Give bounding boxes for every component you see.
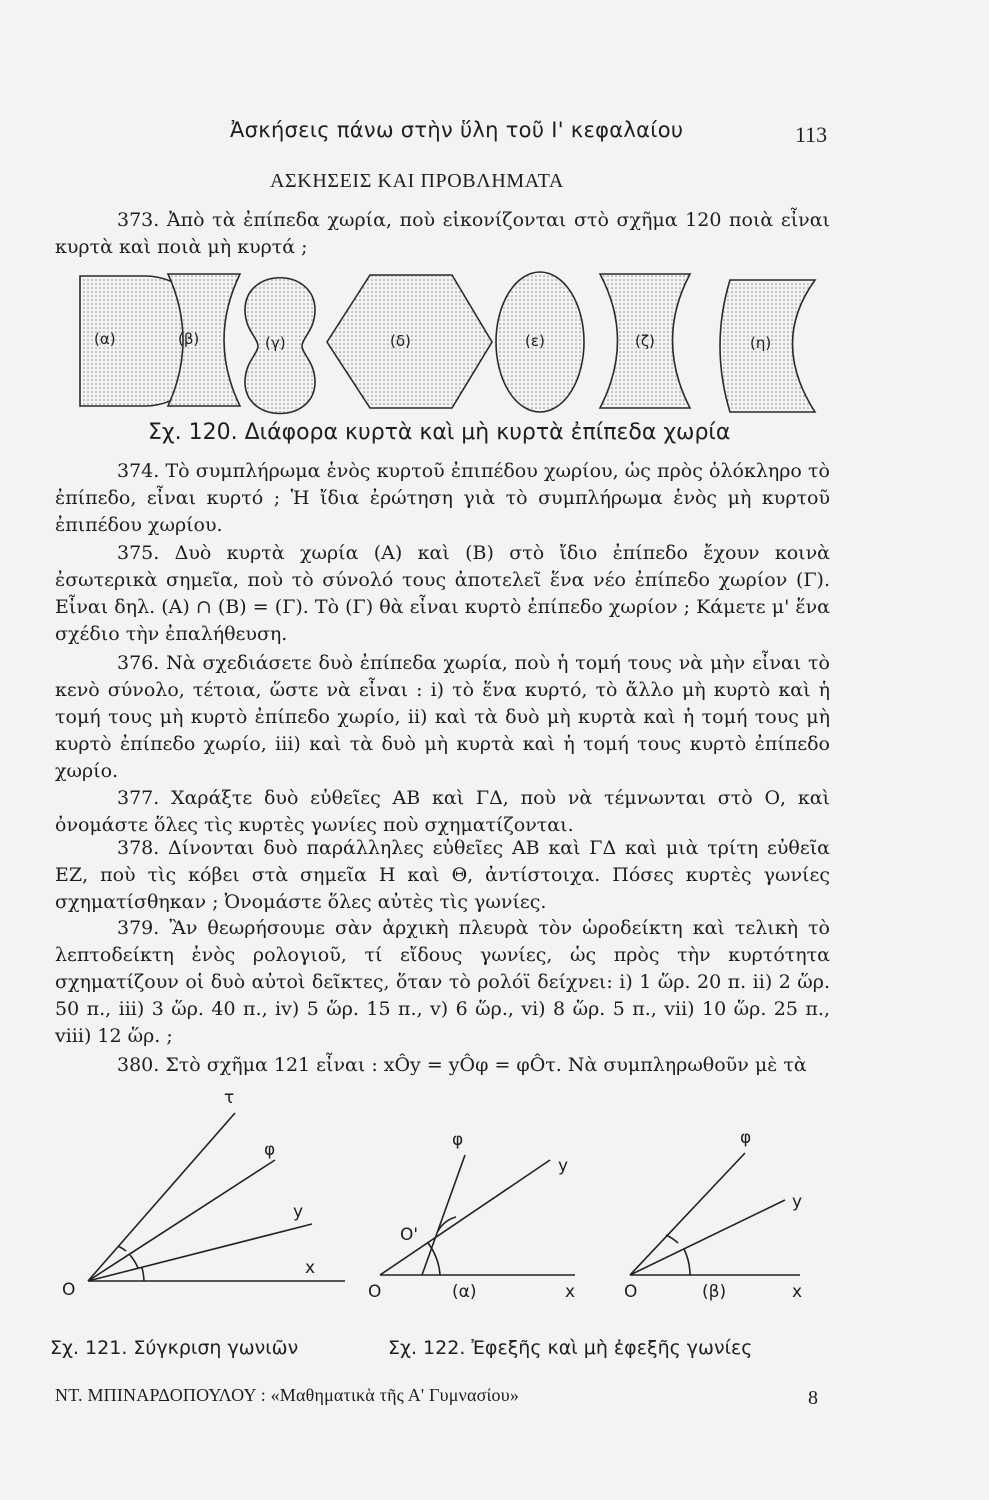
label-alpha: (α)	[94, 330, 116, 348]
label-eta: (η)	[750, 334, 772, 352]
label-delta: (δ)	[390, 332, 411, 350]
figure-122-caption: Σχ. 122. Ἐφεξῆς καὶ μὴ ἐφεξῆς γωνίες	[388, 1337, 753, 1359]
figure-120-caption: Σχ. 120. Διάφορα κυρτὰ καὶ μὴ κυρτὰ ἐπίπεδα χωρία	[148, 420, 731, 445]
exercise-374: 374. Τὸ συμπλήρωμα ἑνὸς κυρτοῦ ἐπιπέδου χωρίου, ὡς πρὸς ὁλόκληρο τὸ ἐπίπεδο, εἶναι κυρτό ; Ἡ ἴδια ἐρώτηση γιὰ τὸ συμπλήρωμα ἑνὸς μὴ κυρτοῦ ἐπιπέδου χωρίου.	[55, 460, 830, 536]
label-gamma: (γ)	[265, 334, 286, 352]
label-tau: τ	[224, 1088, 235, 1108]
angle-arc-b2	[666, 1235, 678, 1243]
label-phi-a: φ	[452, 1130, 464, 1150]
footer-book-title: ΝΤ. ΜΠΙΝΑΡΔΟΠΟΥΛΟΥ : «Μαθηματικὰ τῆς Α' Γυμνασίου»	[55, 1385, 520, 1405]
angle-arc-b1	[684, 1249, 690, 1275]
ray-phi	[88, 1160, 275, 1281]
section-title: ΑΣΚΗΣΕΙΣ ΚΑΙ ΠΡΟΒΛΗΜΑΤΑ	[270, 170, 564, 192]
label-x: x	[305, 1258, 316, 1278]
label-beta: (β)	[178, 330, 200, 348]
angle-arc-1	[142, 1268, 144, 1281]
label-o-prime: O'	[400, 1225, 419, 1245]
running-header: Ἀσκήσεις πάνω στὴν ὕλη τοῦ Ι' κεφαλαίου	[230, 118, 684, 142]
exercise-379: 379. Ἂν θεωρήσουμε σὰν ἀρχικὴ πλευρὰ τὸν ὡροδείκτη καὶ τελικὴ τὸ λεπτοδείκτη ἑνὸς ρολογιοῦ, τί εἴδους γωνίες, ὡς πρὸς τὴν κυρτότητα σχηματίζουν οἱ δυὸ αὐτοὶ δεῖκτες, ὅταν τὸ ρολόϊ δείχνει: i) 1 ὥρ. 20 π. ii) 2 ὥρ. 50 π., iii) 3 ὥρ. 40 π., iv) 5 ὥρ. 15 π., v) 6 ὥρ., vi) 8 ὥρ. 5 π., vii) 10 ὥρ. 25 π., viii) 12 ὥρ. ;	[55, 917, 830, 1047]
figure-120	[70, 262, 830, 422]
label-sub-a: (α)	[452, 1282, 477, 1302]
figure-121-caption: Σχ. 121. Σύγκριση γωνιῶν	[50, 1337, 299, 1359]
label-x-b: x	[792, 1282, 803, 1302]
ray-y-a	[380, 1160, 550, 1275]
label-zeta: (ζ)	[635, 332, 655, 350]
label-epsilon: (ε)	[525, 332, 545, 350]
ray-tau	[88, 1113, 235, 1281]
footer-signature-number: 8	[808, 1387, 818, 1409]
angle-arc-a1	[428, 1243, 440, 1275]
label-y: y	[293, 1202, 304, 1222]
exercise-380: 380. Στὸ σχῆμα 121 εἶναι : xÔy = yÔφ = φÔτ. Νὰ συμπληρωθοῦν μὲ τὰ	[117, 1054, 807, 1076]
label-y-b: y	[792, 1192, 803, 1212]
label-o-a: O	[368, 1282, 382, 1302]
label-y-a: y	[558, 1156, 569, 1176]
ray-phi-a	[422, 1155, 465, 1275]
angle-arc-2	[130, 1255, 138, 1268]
label-phi: φ	[264, 1140, 276, 1160]
ray-y	[88, 1224, 312, 1281]
exercise-378: 378. Δίνονται δυὸ παράλληλες εὐθεῖες ΑΒ καὶ ΓΔ καὶ μιὰ τρίτη εὐθεῖα ΕΖ, ποὺ τὶς κόβει στὰ σημεῖα Η καὶ Θ, ἀντίστοιχα. Πόσες κυρτὲς γωνίες σχηματίσθηκαν ; Ὀνομάστε ὅλες αὐτὲς τὶς γωνίες.	[55, 837, 830, 913]
exercise-377: 377. Χαράξτε δυὸ εὐθεῖες ΑΒ καὶ ΓΔ, ποὺ νὰ τέμνωνται στὸ Ο, καὶ ὀνομάστε ὅλες τὶς κυρτὲς γωνίες ποὺ σχηματίζονται.	[55, 787, 830, 836]
label-sub-b: (β)	[702, 1282, 727, 1302]
figure-121	[50, 1085, 360, 1310]
label-o-b: O	[624, 1282, 638, 1302]
ray-y-b	[630, 1200, 785, 1275]
angle-arc-3	[118, 1246, 126, 1251]
exercise-376: 376. Νὰ σχεδιάσετε δυὸ ἐπίπεδα χωρία, ποὺ ἡ τομή τους νὰ μὴν εἶναι τὸ κενὸ σύνολο, τέτοια, ὥστε νὰ εἶναι : i) τὸ ἕνα κυρτό, τὸ ἄλλο μὴ κυρτὸ καὶ ἡ τομή τους μὴ κυρτὸ ἐπίπεδο χωρίο, ii) καὶ τὰ δυὸ μὴ κυρτὰ καὶ ἡ τομή τους μὴ κυρτὸ ἐπίπεδο χωρίο, iii) καὶ τὰ δυὸ μὴ κυρτὰ καὶ ἡ τομή τους κυρτὸ ἐπίπεδο χωρίο.	[55, 652, 830, 782]
page-number: 113	[795, 122, 828, 147]
label-x-a: x	[565, 1282, 576, 1302]
label-phi-b: φ	[740, 1128, 752, 1148]
exercise-373: 373. Ἀπὸ τὰ ἐπίπεδα χωρία, ποὺ εἰκονίζονται στὸ σχῆμα 120 ποιὰ εἶναι κυρτὰ καὶ ποιὰ μὴ κυρτά ;	[55, 209, 830, 258]
label-origin: O	[62, 1280, 76, 1300]
figure-122	[360, 1125, 840, 1310]
exercise-375: 375. Δυὸ κυρτὰ χωρία (Α) καὶ (Β) στὸ ἴδιο ἐπίπεδο ἔχουν κοινὰ ἐσωτερικὰ σημεῖα, ποὺ τὸ σύνολό τους ἀποτελεῖ ἕνα νέο ἐπίπεδο χωρίον (Γ). Εἶναι δηλ. (Α) ∩ (Β) = (Γ). Τὸ (Γ) θὰ εἶναι κυρτὸ ἐπίπεδο χωρίον ; Κάμετε μ' ἕνα σχέδιο τὴν ἐπαλήθευση.	[55, 542, 830, 645]
